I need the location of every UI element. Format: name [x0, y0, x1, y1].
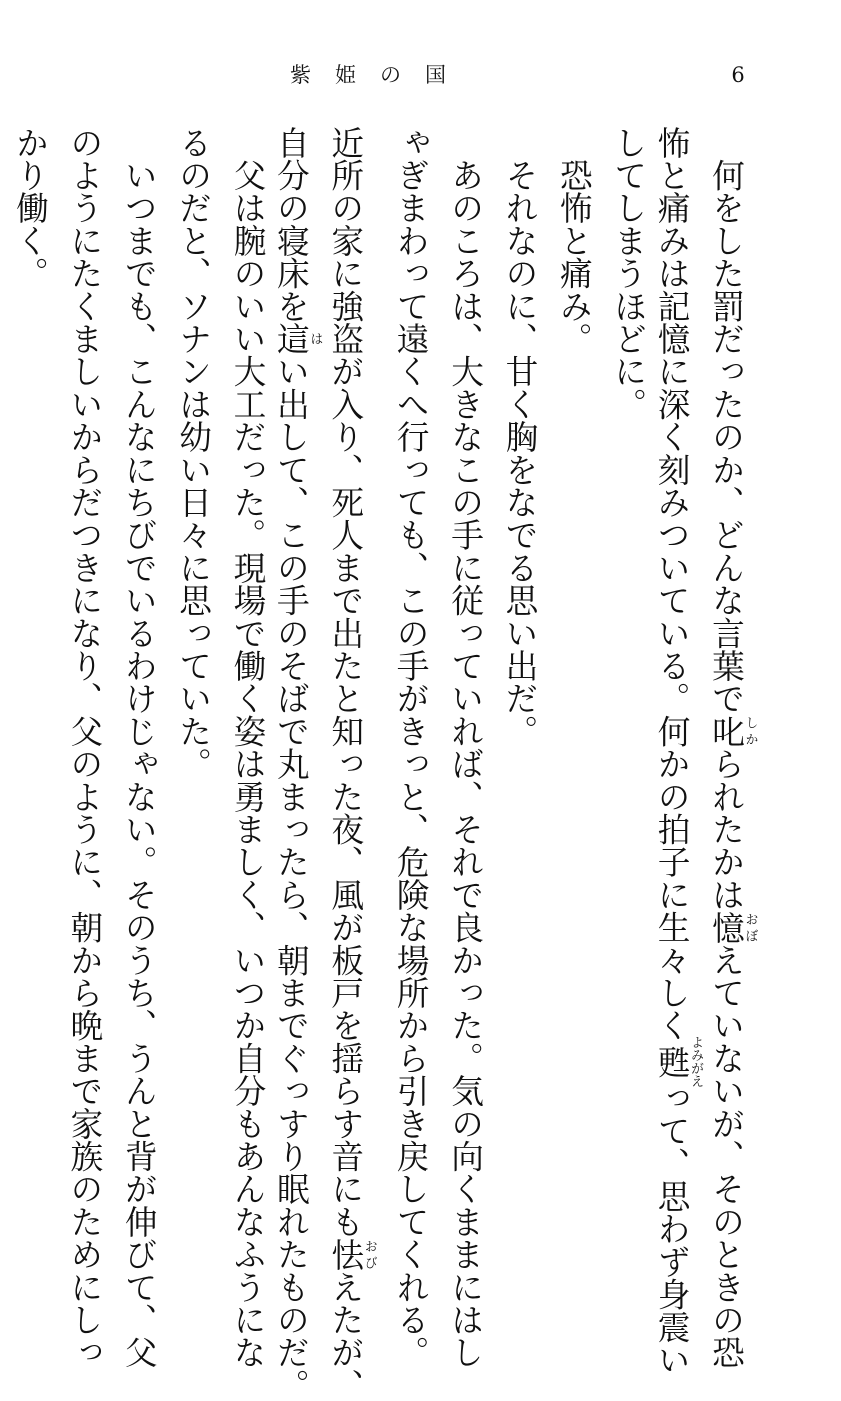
text-line [390, 126, 431, 1369]
running-header-title: 紫姫の国 [290, 63, 470, 87]
text-segment: えていないが、そのときの恐 [707, 943, 745, 1369]
ruby-base: 怯 [326, 1237, 365, 1271]
ruby-base: 叱 [707, 714, 745, 748]
text-line [118, 126, 159, 1369]
text-segment: 何をした罰だったのか、どんな言葉で [707, 126, 745, 715]
text-segment: るのだと、ソナンは幼い日々に思っていた。 [174, 126, 213, 780]
page-number: 6 [731, 63, 745, 87]
text-segment: してしまうほどに。 [609, 126, 648, 421]
text-segment: えたが、 [326, 1270, 365, 1401]
body-text [10, 126, 758, 1401]
text-segment: のようにたくましいからだつきになり、父のように、朝から晩まで家族のためにしっ [65, 126, 104, 1369]
text-segment: かり働く。 [10, 126, 49, 290]
text-segment: って、思わず身震い [652, 1081, 691, 1376]
text-segment: 自分の寝床を [271, 126, 310, 323]
text-segment: 近所の家に強盗が入り、死人まで出たと知った夜、風が板戸を揺らす音にも [326, 126, 365, 1238]
ruby-annotation [707, 714, 758, 748]
ruby-annotation [707, 910, 758, 944]
text-line [498, 126, 539, 1126]
ruby-reading: おび [361, 1237, 377, 1271]
text-segment: いつまでも、こんなにちびでいるわけじゃない。そのうち、うんと背が伸びて、父 [119, 126, 158, 1369]
ruby-annotation [271, 322, 323, 355]
ruby-reading: よみがえ [688, 1035, 704, 1088]
text-line [9, 126, 50, 1126]
text-line [553, 126, 594, 1126]
ruby-annotation [652, 1035, 704, 1088]
text-line [63, 126, 104, 1369]
ruby-base: 憶 [707, 910, 745, 944]
text-line [326, 126, 377, 1401]
text-line [444, 126, 485, 1369]
ruby-base: 甦 [652, 1035, 691, 1088]
text-line [226, 126, 267, 1369]
text-line [607, 126, 648, 1126]
ruby-base: 這 [271, 322, 310, 355]
text-segment: い出して、この手のそばで丸まったら、朝までぐっすり眠れたものだ。 [271, 354, 310, 1401]
ruby-reading: おぼ [742, 910, 758, 944]
text-line [271, 126, 323, 1401]
text-segment: ゃぎまわって遠くへ行っても、この手がきっと、危険な場所から引き戻してくれる。 [391, 126, 430, 1369]
text-segment: それなのに、甘く胸をなでる思い出だ。 [500, 126, 539, 748]
text-segment: あのころは、大きなこの手に従っていれば、それで良かった。気の向くままにはし [446, 126, 485, 1369]
ruby-reading: は [307, 322, 323, 355]
text-segment: られたかは [707, 747, 745, 911]
text-line [172, 126, 213, 1126]
text-line [707, 126, 758, 1369]
text-segment: 父は腕のいい大工だった。現場で働く姿は勇ましく、いつか自分もあんなふうにな [228, 126, 267, 1369]
text-segment: 恐怖と痛み。 [554, 126, 593, 355]
text-line [652, 126, 704, 1376]
ruby-reading: しか [742, 714, 758, 748]
text-segment: 怖と痛みは記憶に深く刻みついている。何かの拍子に生々しく [652, 126, 691, 1042]
ruby-annotation [326, 1237, 377, 1271]
